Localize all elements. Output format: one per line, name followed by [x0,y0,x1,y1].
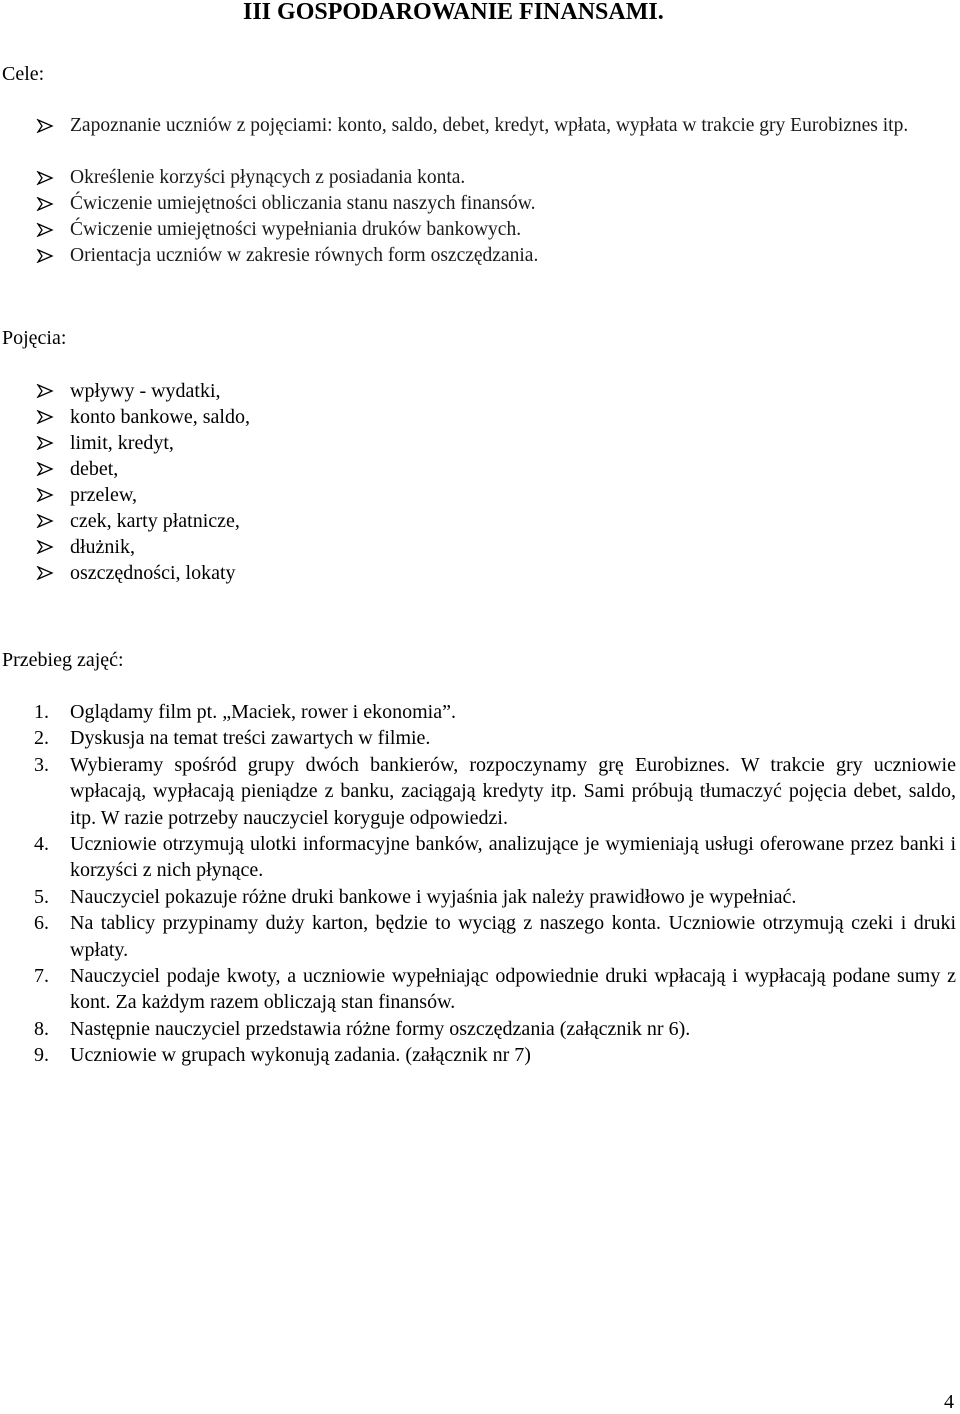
goal-text: Ćwiczenie umiejętności wypełniania druków bankowych. [70,219,522,240]
concepts-heading: Pojęcia: [2,327,67,349]
step-text: Następnie nauczyciel przedstawia różne formy oszczędzania (załącznik nr 6). [70,1017,691,1040]
arrowhead-bullet-icon [36,223,54,237]
list-item [36,508,250,534]
arrowhead-bullet-icon [36,488,54,502]
goals-heading: Cele: [2,63,45,85]
list-item [36,217,940,243]
step-number: 3. [34,753,49,776]
arrowhead-bullet-icon [36,462,54,476]
list-item [36,404,250,430]
step-number: 6. [34,912,49,935]
arrowhead-bullet-icon [36,566,54,580]
goal-text: Orientacja uczniów w zakresie równych form oszczędzania. [70,245,539,266]
arrowhead-bullet-icon [36,514,54,528]
course-steps-list [34,699,956,1069]
arrowhead-bullet-icon [36,171,54,185]
step-item [34,1042,956,1068]
arrowhead-bullet-icon [36,540,54,554]
step-item [34,725,956,751]
step-number: 1. [34,701,49,723]
page-title: III GOSPODAROWANIE FINANSAMI. [243,0,664,25]
step-text: Oglądamy film pt. „Maciek, rower i ekonomia”. [70,701,456,723]
arrowhead-bullet-icon [36,119,54,133]
step-number: 2. [34,727,49,750]
list-item [36,456,250,482]
step-item [34,884,956,910]
page-number: 4 [944,1391,954,1413]
list-item [36,165,940,191]
list-item [36,430,250,456]
step-item [34,910,956,963]
concept-text: dłużnik, [70,536,135,558]
step-item [34,752,956,831]
list-item [36,482,250,508]
step-item [34,699,956,725]
concept-text: konto bankowe, saldo, [70,406,250,428]
step-text: Nauczyciel podaje kwoty, a uczniowie wypełniając odpowiednie druki wpłacają i wypłacają podane sumy z kont. Za każdym razem obliczają stan finansów. [70,965,956,1014]
step-item [34,831,956,884]
list-item [36,378,250,404]
concept-text: czek, karty płatnicze, [70,510,240,532]
step-text: Uczniowie otrzymują ulotki informacyjne banków, analizujące je wymieniają usługi oferowane przez banki i korzyści z nich płynące. [70,833,956,882]
list-item [36,191,940,217]
step-text: Uczniowie w grupach wykonują zadania. (załącznik nr 7) [70,1044,531,1067]
step-number: 9. [34,1044,49,1067]
concept-text: wpływy - wydatki, [70,380,221,402]
step-text: Dyskusja na temat treści zawartych w filmie. [70,727,431,750]
list-item [36,113,940,165]
step-item [34,963,956,1016]
step-text: Na tablicy przypinamy duży karton, będzie to wyciąg z naszego konta. Uczniowie otrzymują czeki i druki wpłaty. [70,912,956,961]
arrowhead-bullet-icon [36,410,54,424]
list-item [36,243,940,269]
concept-text: oszczędności, lokaty [70,562,236,584]
goal-text: Określenie korzyści płynących z posiadania konta. [70,167,466,188]
concept-text: limit, kredyt, [70,432,174,454]
list-item [36,534,250,560]
goals-list [36,113,940,269]
course-heading: Przebieg zajęć: [2,649,124,671]
arrowhead-bullet-icon [36,436,54,450]
step-text: Wybieramy spośród grupy dwóch bankierów, rozpoczynamy grę Eurobiznes. W trakcie gry uczniowie wpłacają, wypłacają pieniądze z banku, zaciągają kredyty itp. Sami próbują tłumaczyć pojęcia debet, saldo, itp. W razie potrzeby nauczyciel koryguje odpowiedzi. [70,753,956,829]
arrowhead-bullet-icon [36,384,54,398]
arrowhead-bullet-icon [36,197,54,211]
list-item [36,560,250,586]
concept-text: przelew, [70,484,137,506]
step-number: 5. [34,885,49,908]
step-number: 4. [34,833,49,856]
goal-text: Ćwiczenie umiejętności obliczania stanu naszych finansów. [70,193,536,214]
step-number: 7. [34,965,49,988]
step-text: Nauczyciel pokazuje różne druki bankowe i wyjaśnia jak należy prawidłowo je wypełniać. [70,885,797,908]
goal-text: Zapoznanie uczniów z pojęciami: konto, saldo, debet, kredyt, wpłata, wypłata w trakcie gry Eurobiznes itp. [70,115,909,136]
concepts-list [36,378,250,586]
step-item [34,1016,956,1042]
concept-text: debet, [70,458,119,480]
step-number: 8. [34,1017,49,1040]
arrowhead-bullet-icon [36,249,54,263]
